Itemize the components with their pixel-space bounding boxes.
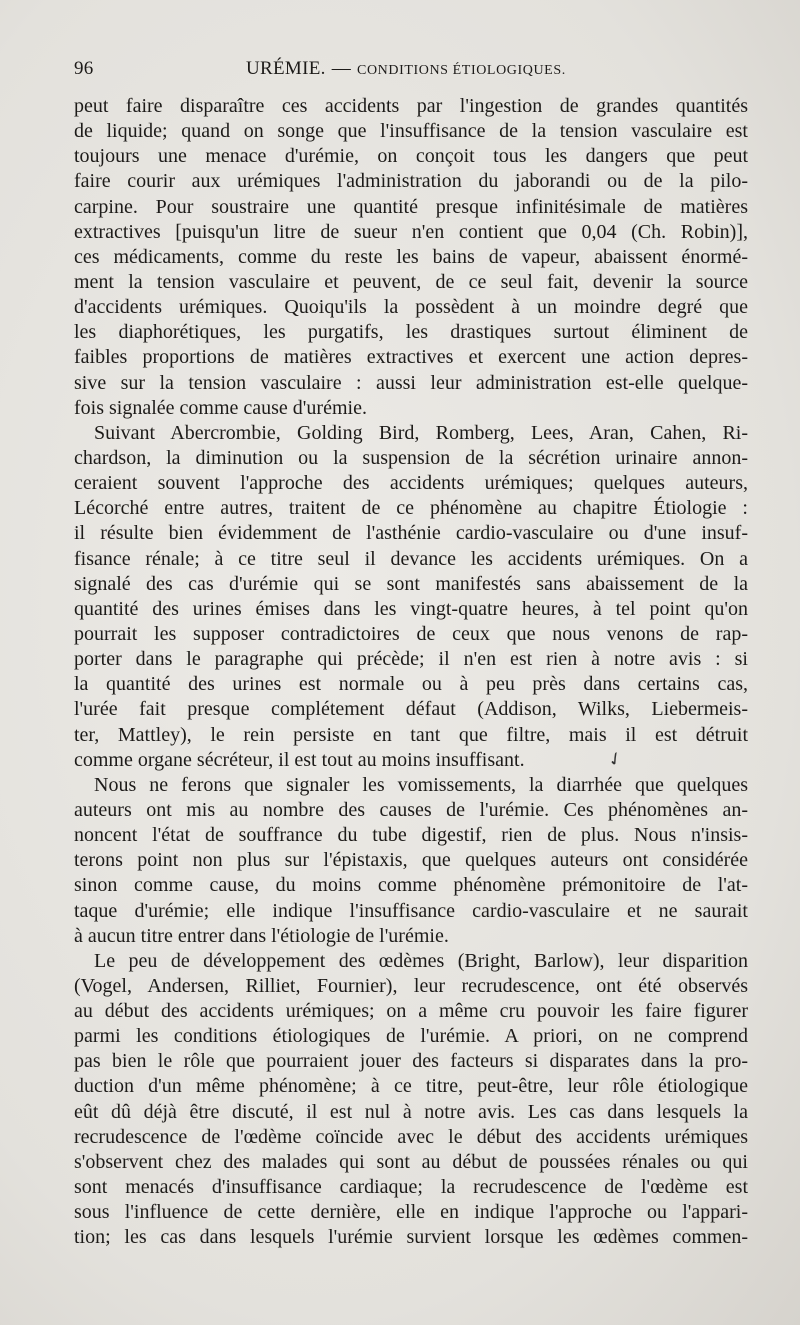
text-line: la quantité des urines est normale ou à peu près dans certains cas,	[74, 673, 748, 696]
text-line: l'urée fait presque complétement défaut (Addison, Wilks, Liebermeis-	[74, 698, 748, 721]
chapter-title	[246, 58, 566, 80]
text-line: sont menacés d'insuffisance cardiaque; la recrudescence de l'œdème est	[74, 1176, 748, 1199]
chapter-name: URÉMIE.	[246, 58, 326, 79]
text-line: sinon comme cause, du moins comme phénomène prémonitoire de l'at-	[74, 874, 748, 897]
text-line: fois signalée comme cause d'urémie.	[74, 396, 367, 419]
text-line: fisance rénale; à ce titre seul il devance les accidents urémiques. On a	[74, 547, 748, 570]
text-line: comme organe sécréteur, il est tout au moins insuffisant.	[74, 748, 525, 771]
text-line: parmi les conditions étiologiques de l'urémie. A priori, on ne comprend	[74, 1025, 748, 1048]
text-line: auteurs ont mis au nombre des causes de l'urémie. Ces phénomènes an-	[74, 798, 748, 821]
text-line: Nous ne ferons que signaler les vomissements, la diarrhée que quelques	[94, 773, 748, 796]
text-line: taque d'urémie; elle indique l'insuffisance cardio-vasculaire et ne saurait	[74, 899, 748, 922]
text-line: Lécorché entre autres, traitent de ce phénomène au chapitre Étiologie :	[74, 497, 748, 520]
text-line: carpine. Pour soustraire une quantité presque infinitésimale de matières	[74, 195, 748, 218]
text-line: faire courir aux urémiques l'administration du jaborandi ou de la pilo-	[74, 170, 748, 193]
text-line: sous l'influence de cette dernière, elle en indique l'approche ou l'appari-	[74, 1201, 748, 1224]
text-line: (Vogel, Andersen, Rilliet, Fournier), leur recrudescence, ont été observés	[74, 974, 748, 997]
text-line: de liquide; quand on songe que l'insuffisance de la tension vasculaire est	[74, 120, 748, 143]
text-line: noncent l'état de souffrance du tube digestif, rien de plus. Nous n'insis-	[74, 824, 748, 847]
section-title: CONDITIONS ÉTIOLOGIQUES.	[357, 63, 566, 78]
text-line: extractives [puisqu'un litre de sueur n'en contient que 0,04 (Ch. Robin)],	[74, 220, 748, 243]
text-line: faibles proportions de matières extractives et exercent une action depres-	[74, 346, 748, 369]
text-line: porter dans le paragraphe qui précède; il n'en est rien à notre avis : si	[74, 648, 748, 671]
title-dash: —	[331, 58, 351, 79]
text-line: toujours une menace d'urémie, on conçoit tous les dangers que peut	[74, 145, 748, 168]
text-line: Suivant Abercrombie, Golding Bird, Romberg, Lees, Aran, Cahen, Ri-	[94, 421, 748, 444]
text-line: Le peu de développement des œdèmes (Bright, Barlow), leur disparition	[94, 949, 748, 972]
text-line: ces médicaments, comme du reste les bains de vapeur, abaissent énormé-	[74, 245, 748, 268]
text-line: s'observent chez des malades qui sont au début de poussées rénales ou qui	[74, 1150, 748, 1173]
text-line: terons point non plus sur l'épistaxis, que quelques auteurs ont considérée	[74, 849, 748, 872]
text-line: chardson, la diminution ou la suspension de la sécrétion urinaire annon-	[74, 446, 748, 469]
text-line: ter, Mattley), le rein persiste en tant que filtre, mais il est détruit	[74, 723, 748, 746]
text-line: peut faire disparaître ces accidents par l'ingestion de grandes quantités	[74, 95, 748, 117]
text-line: ceraient souvent l'approche des accidents urémiques; quelques auteurs,	[74, 472, 748, 495]
text-line: duction d'un même phénomène; à ce titre, peut-être, leur rôle étiologique	[74, 1075, 748, 1098]
text-line: eût dû déjà être discuté, il est nul à notre avis. Les cas dans lesquels la	[74, 1100, 748, 1123]
text-line: pourrait les supposer contradictoires de ceux que nous venons de rap-	[74, 622, 748, 645]
text-line: recrudescence de l'œdème coïncide avec le début des accidents urémiques	[74, 1125, 748, 1148]
text-line: sive sur la tension vasculaire : aussi leur administration est-elle quelque-	[74, 371, 748, 394]
pencil-tick-mark: ✓	[603, 746, 627, 772]
text-line: signalé des cas d'urémie qui se sont manifestés sans abaissement de la	[74, 572, 748, 595]
text-line: d'accidents urémiques. Quoiqu'ils la possèdent à un moindre degré que	[74, 296, 748, 319]
text-line: au début des accidents urémiques; on a même cru pouvoir les faire figurer	[74, 1000, 748, 1023]
body-text	[74, 94, 748, 1250]
text-line: tion; les cas dans lesquels l'urémie survient lorsque les œdèmes commen-	[74, 1226, 748, 1249]
running-head	[74, 58, 748, 88]
text-line: les diaphorétiques, les purgatifs, les drastiques surtout éliminent de	[74, 321, 748, 344]
text-line: quantité des urines émises dans les vingt-quatre heures, à tel point qu'on	[74, 597, 748, 620]
text-line: pas bien le rôle que pourraient jouer des facteurs si disparates dans la pro-	[74, 1050, 748, 1073]
text-line: à aucun titre entrer dans l'étiologie de l'urémie.	[74, 924, 449, 947]
page-number: 96	[74, 58, 94, 79]
text-line: ment la tension vasculaire et peuvent, de ce seul fait, devenir la source	[74, 270, 748, 293]
text-line: il résulte bien évidemment de l'asthénie cardio-vasculaire ou d'une insuf-	[74, 522, 748, 545]
